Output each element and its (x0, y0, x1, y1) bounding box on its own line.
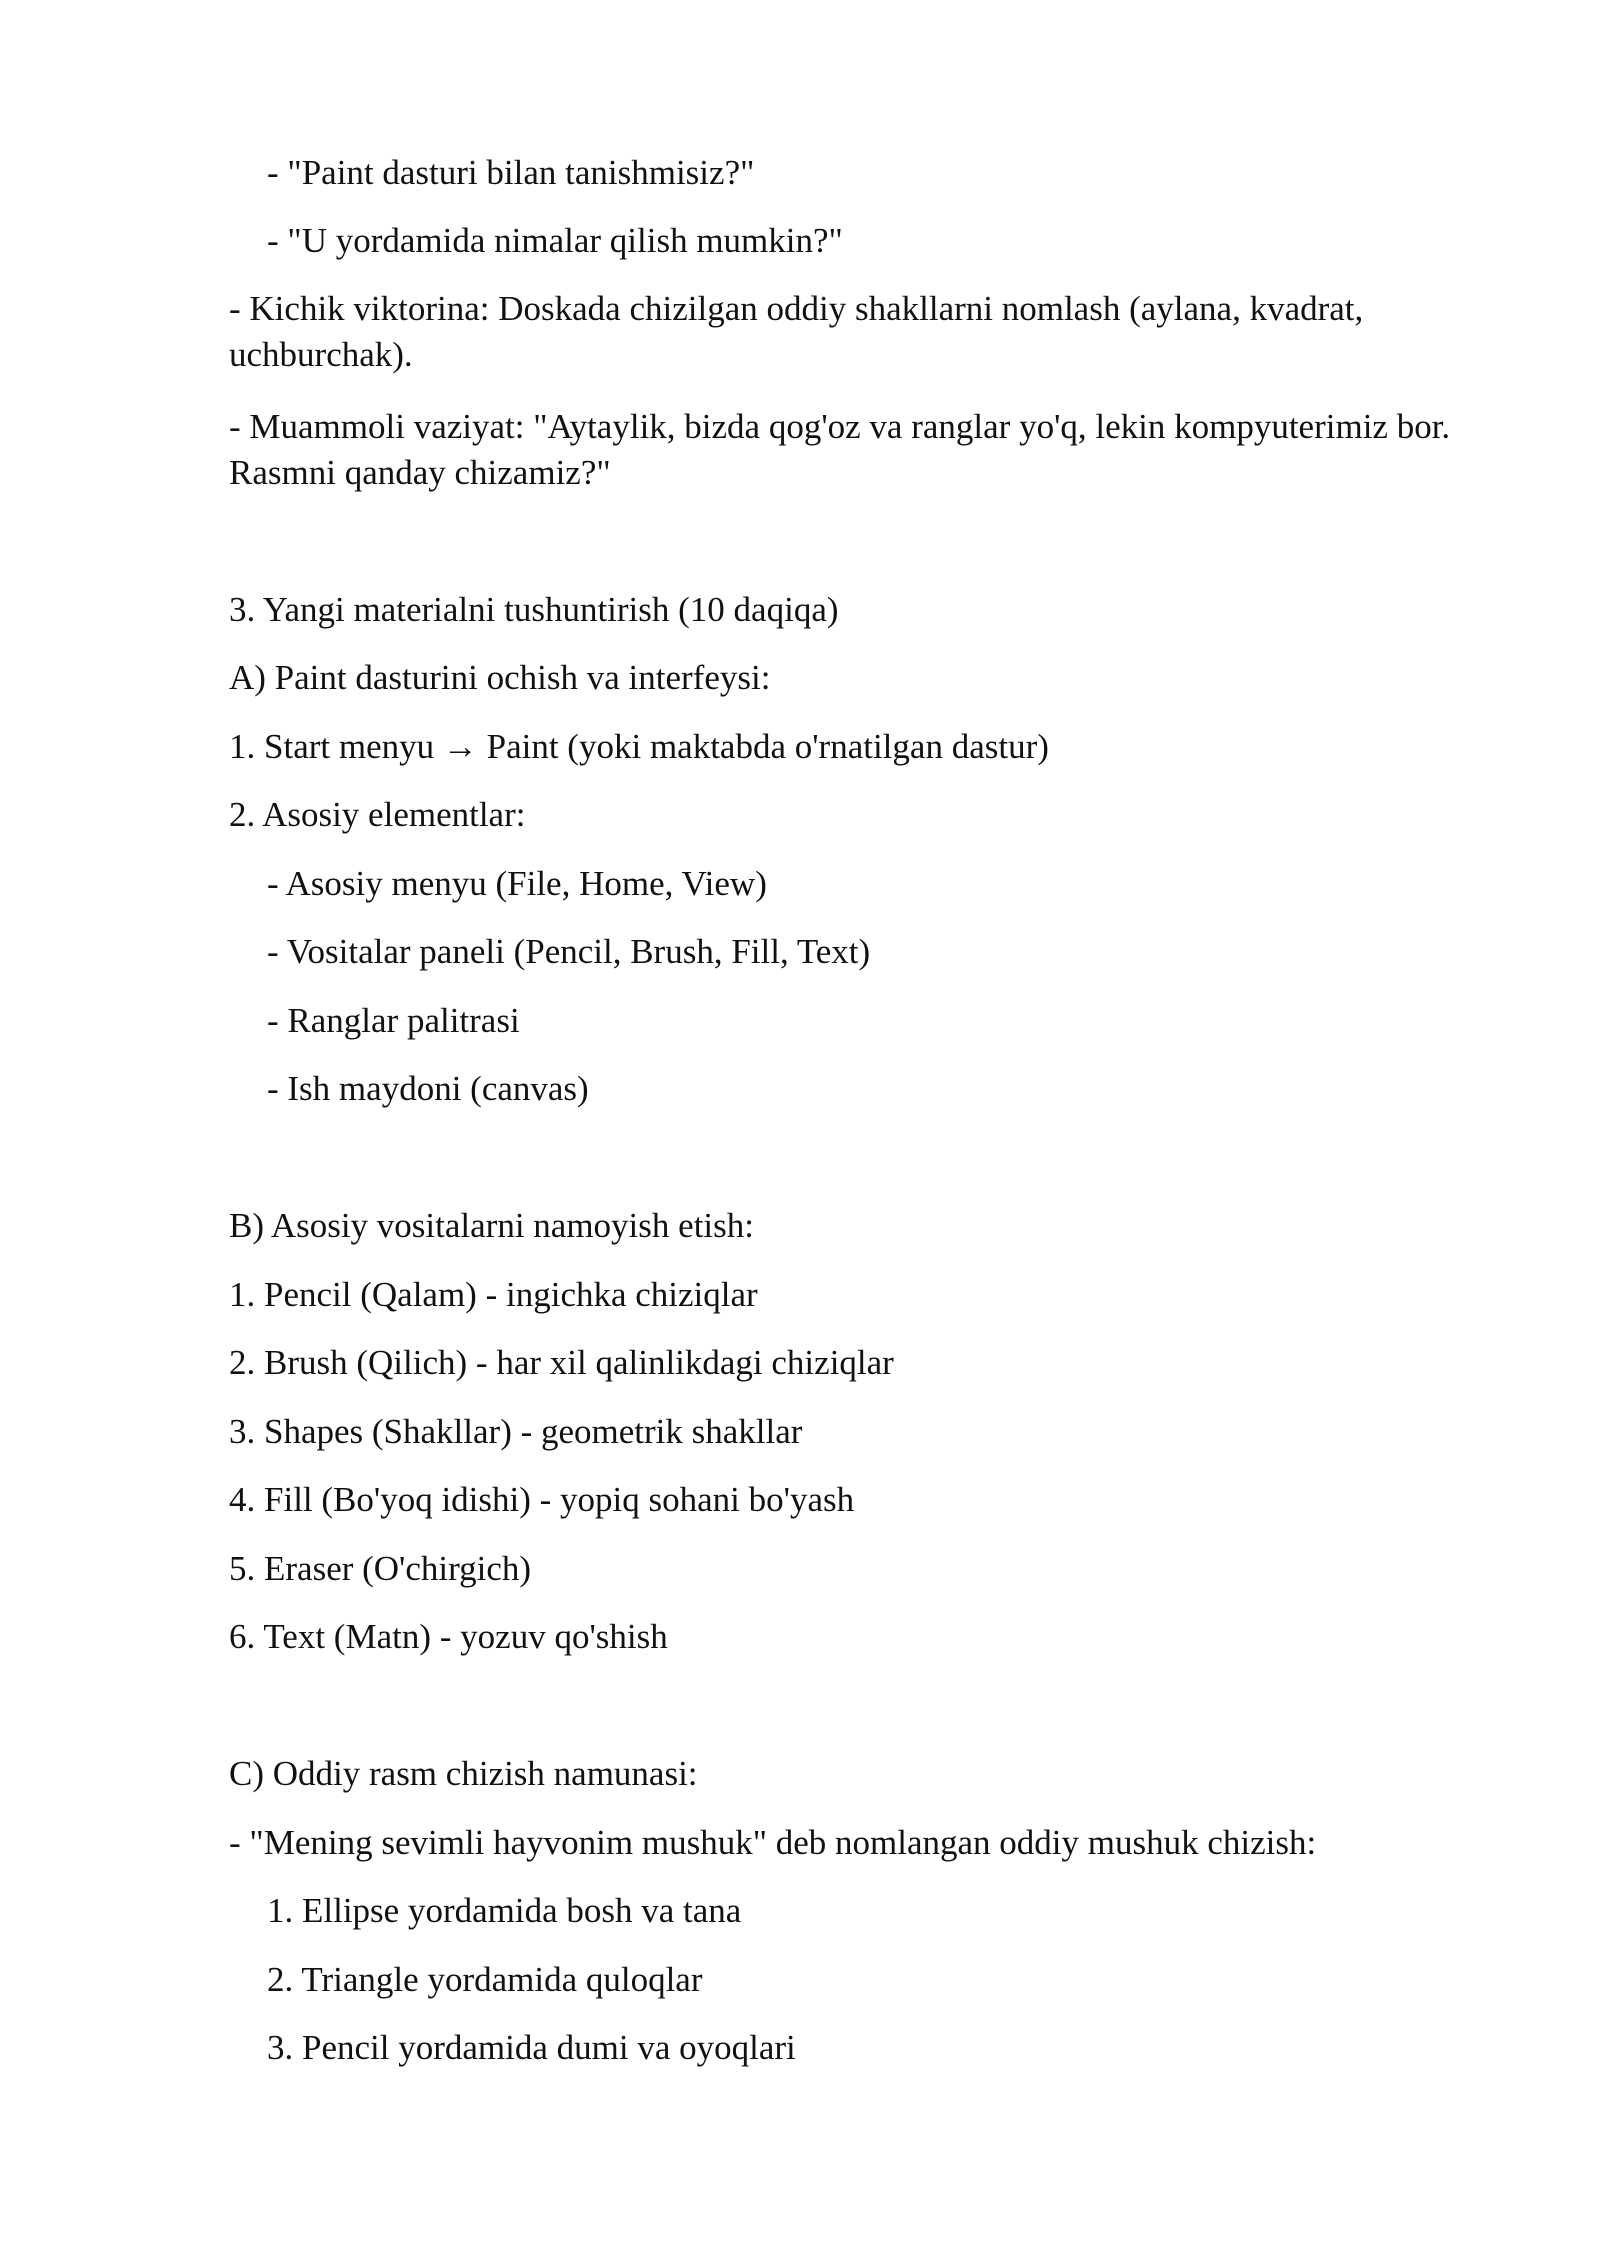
part-b-tool-5: 5. Eraser (O'chirgich) (229, 1549, 532, 1588)
part-b-title: B) Asosiy vositalarni namoyish etish: (229, 1206, 754, 1245)
part-b-tool-2: 2. Brush (Qilich) - har xil qalinlikdagi chiziqlar (229, 1343, 894, 1382)
part-c-title: C) Oddiy rasm chizish namunasi: (229, 1754, 698, 1793)
part-a-element-1: - Asosiy menyu (File, Home, View) (267, 864, 767, 903)
part-a-element-2: - Vositalar paneli (Pencil, Brush, Fill, Text) (267, 932, 871, 971)
part-b-tool-3: 3. Shapes (Shakllar) - geometrik shakllar (229, 1412, 803, 1451)
problem-paragraph: - Muammoli vaziyat: "Aytaylik, bizda qog'oz va ranglar yo'q, lekin kompyuterimiz bor. Rasmni qanday chizamiz?" (229, 407, 1451, 492)
part-c-task: - "Mening sevimli hayvonim mushuk" deb nomlangan oddiy mushuk chizish: (229, 1823, 1317, 1862)
part-a-element-4: - Ish maydoni (canvas) (267, 1069, 589, 1108)
section-3-title: 3. Yangi materialni tushuntirish (10 daqiqa) (229, 590, 839, 629)
intro-question-1: - "Paint dasturi bilan tanishmisiz?" (267, 153, 755, 192)
part-a-title: A) Paint dasturini ochish va interfeysi: (229, 658, 771, 697)
quiz-paragraph: - Kichik viktorina: Doskada chizilgan oddiy shakllarni nomlash (aylana, kvadrat, uchburchak). (229, 289, 1364, 374)
part-a-step-2: 2. Asosiy elementlar: (229, 795, 526, 834)
part-c-step-2: 2. Triangle yordamida quloqlar (267, 1960, 703, 1999)
part-a-step-1: 1. Start menyu → Paint (yoki maktabda o'rnatilgan dastur) (229, 727, 1049, 766)
part-c-step-3: 3. Pencil yordamida dumi va oyoqlari (267, 2028, 796, 2067)
part-b-tool-4: 4. Fill (Bo'yoq idishi) - yopiq sohani bo'yash (229, 1480, 855, 1519)
part-a-element-3: - Ranglar palitrasi (267, 1001, 520, 1040)
part-c-step-1: 1. Ellipse yordamida bosh va tana (267, 1891, 742, 1930)
intro-question-2: - "U yordamida nimalar qilish mumkin?" (267, 221, 843, 260)
part-b-tool-6: 6. Text (Matn) - yozuv qo'shish (229, 1617, 668, 1656)
part-b-tool-1: 1. Pencil (Qalam) - ingichka chiziqlar (229, 1275, 758, 1314)
